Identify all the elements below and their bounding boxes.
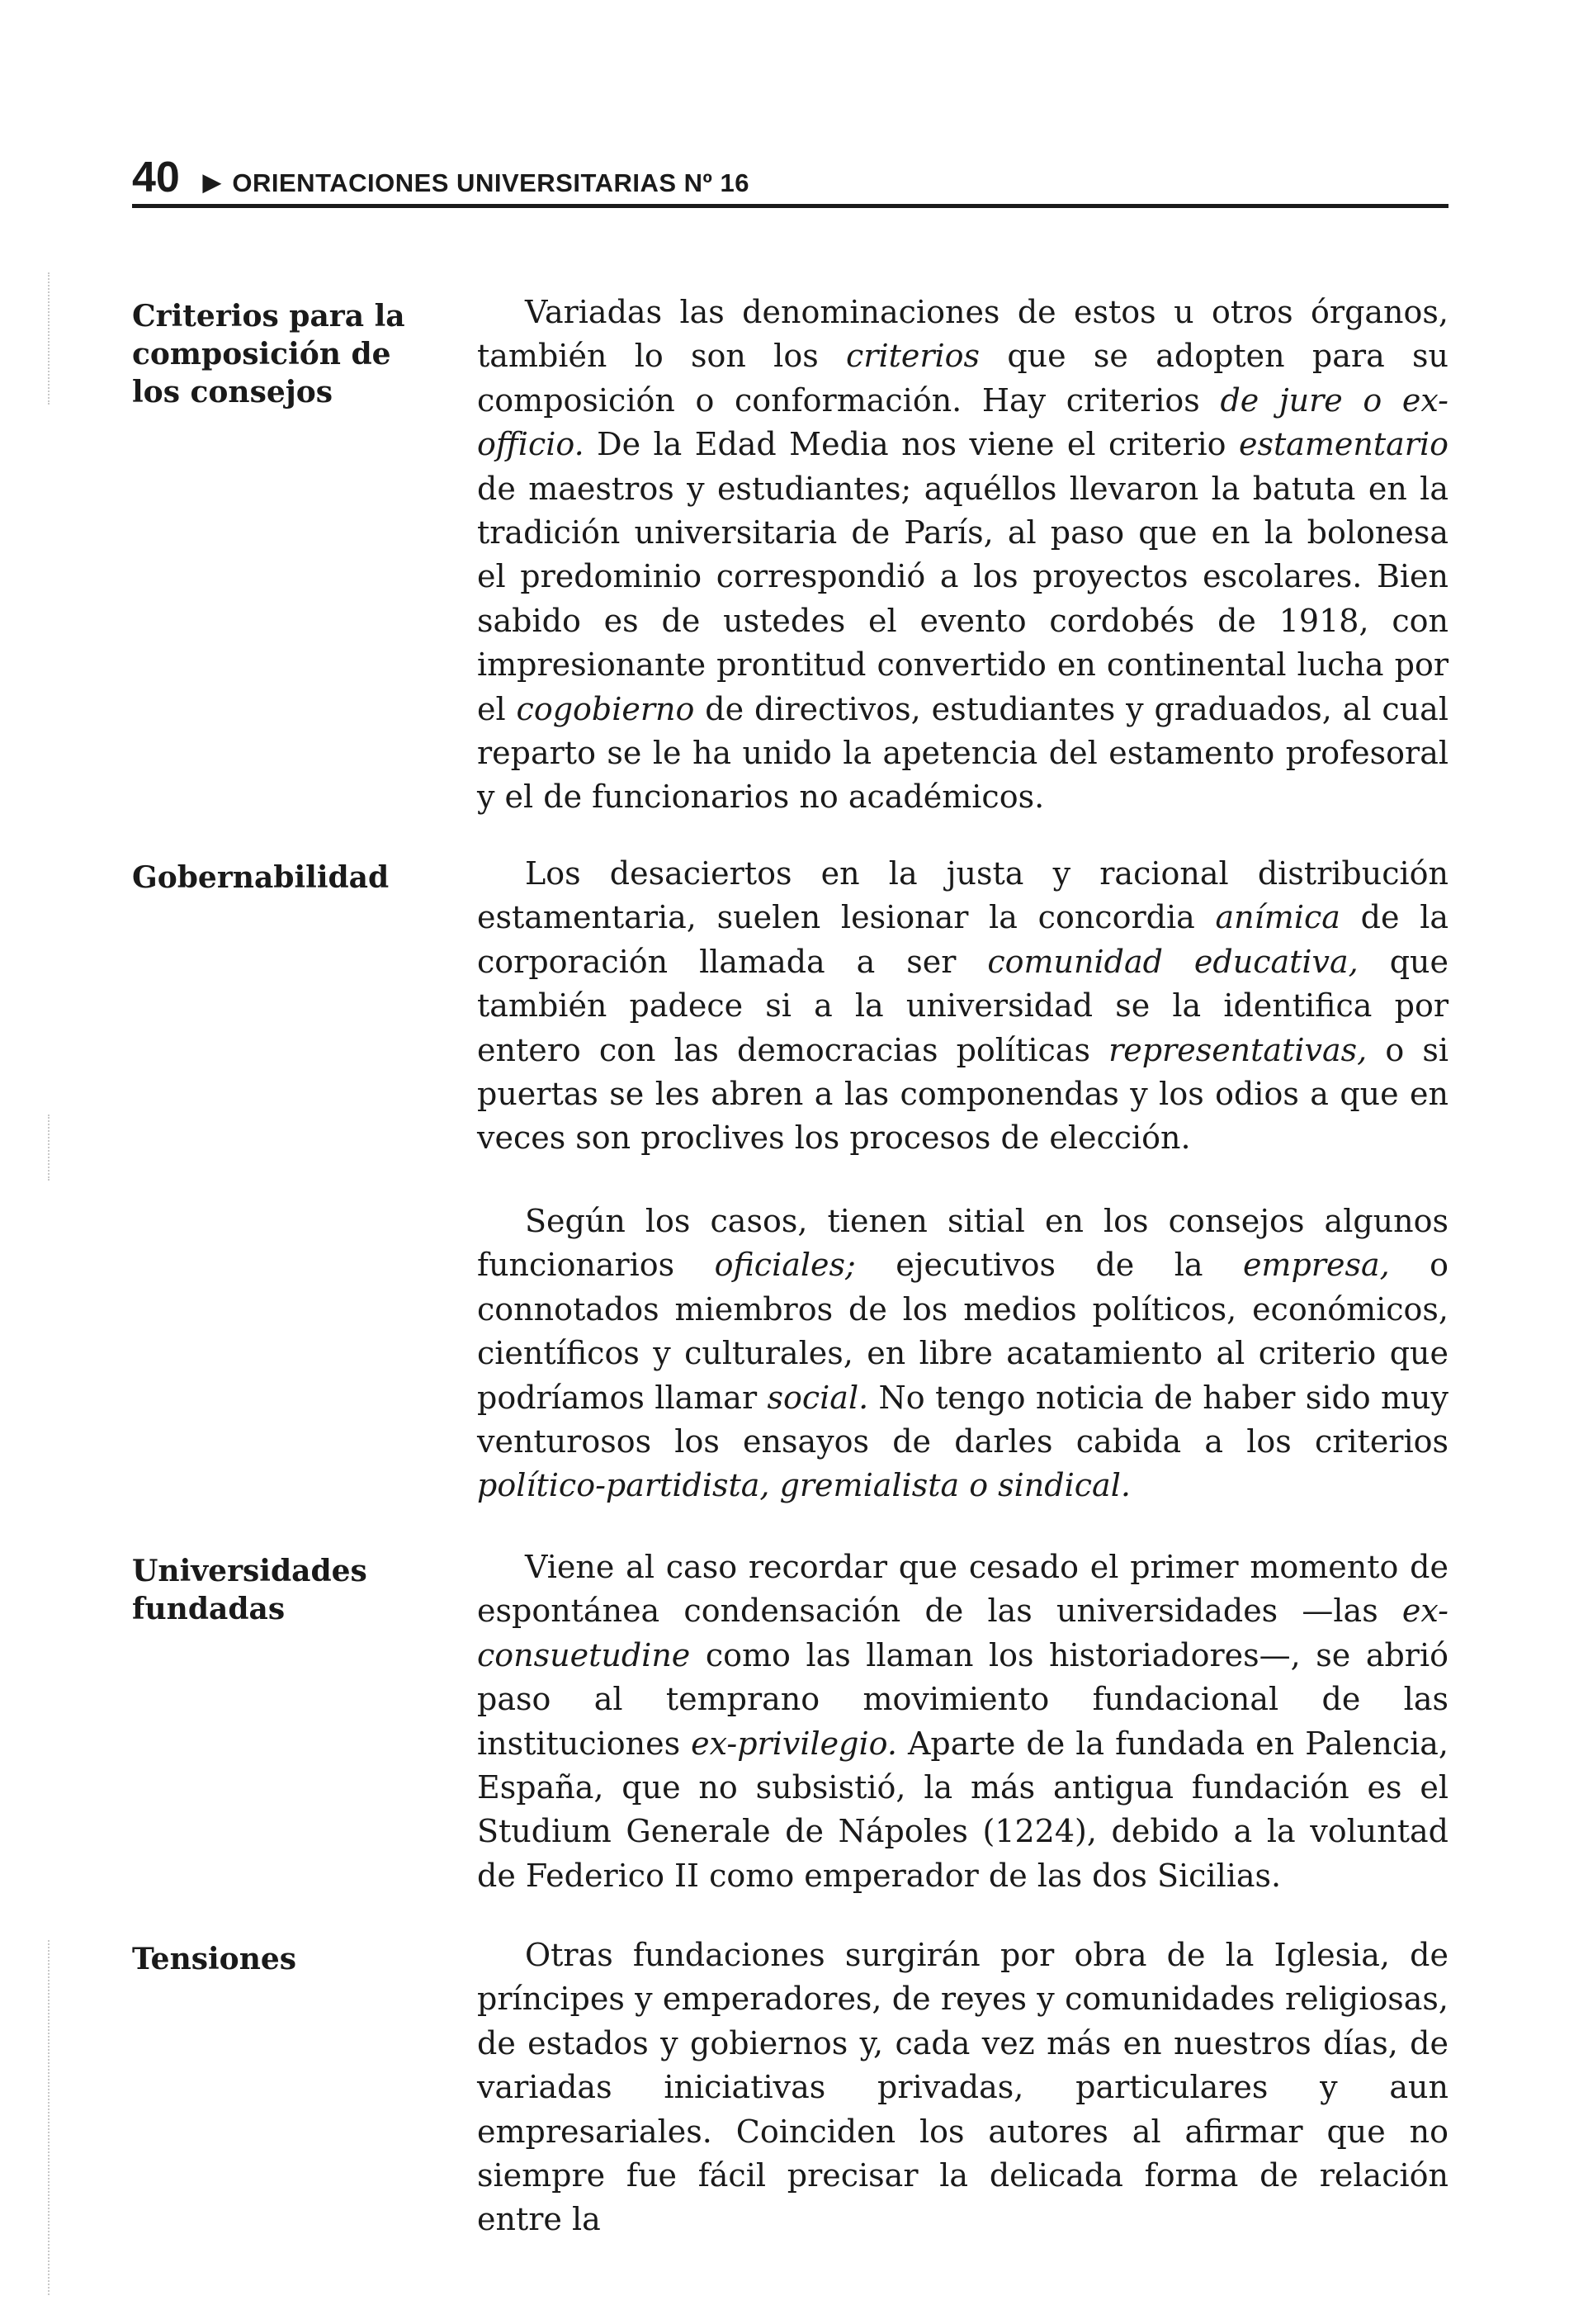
running-title: ORIENTACIONES UNIVERSITARIAS Nº 16 (232, 168, 749, 197)
italic-run: ex-privilegio. (691, 1725, 897, 1762)
italic-run: empresa, (1242, 1247, 1390, 1284)
text-run: de directivos, estudiantes y graduados, al cual reparto se le ha unido la apetencia del estamento profesoral y el de funcionarios no académicos. (477, 690, 1448, 816)
italic-run: ex-consuetudine (477, 1593, 1448, 1673)
margin-dots-bottom (48, 1940, 51, 2295)
italic-run: cogobierno (516, 690, 695, 727)
text-run: Los desaciertos en la justa y racional distribución estamentaria, suelen lesionar la concordia (477, 855, 1448, 936)
paragraph (477, 291, 1448, 820)
side-heading: Gobernabilidad (132, 860, 390, 895)
italic-run: social. (767, 1379, 869, 1416)
italic-run: oficiales; (714, 1247, 856, 1284)
italic-run: comunidad educativa, (987, 943, 1359, 980)
italic-run: estamentario (1238, 426, 1448, 463)
italic-run: criterios (846, 338, 981, 375)
text-run: de la corporación llamada a ser (477, 899, 1449, 980)
paragraph (477, 1934, 1448, 2242)
text-run: Viene al caso recordar que cesado el primer momento de espontánea condensación de las universidades —las (477, 1549, 1448, 1630)
margin-dots-top (48, 272, 51, 405)
paragraph (477, 1200, 1448, 1508)
italic-run: representativas, (1108, 1031, 1368, 1068)
text-run: Variadas las denominaciones de estos u otros órganos, también lo son los (477, 294, 1448, 375)
paragraph (477, 852, 1448, 1161)
page-header (132, 154, 1448, 208)
text-run: de maestros y estudiantes; aquéllos llevaron la batuta en la tradición universitaria de París, al paso que en la bolonesa el predominio correspondió a los proyectos escolares. Bien sabido es de ustedes el evento cordobés de 1918, con impresionante prontitud convertido en continental lucha por el (477, 470, 1448, 727)
text-run: No tengo noticia de haber sido muy venturosos los ensayos de darles cabida a los criterios (477, 1379, 1448, 1460)
text-run: o si puertas se les abren a las componendas y los odios a que en veces son proclives los procesos de elección. (477, 1031, 1448, 1157)
page-number: 40 (132, 154, 180, 201)
italic-run: de jure o ex-officio. (477, 381, 1448, 463)
side-heading: Criterios para la composición de los consejos (132, 299, 405, 409)
right-triangle-icon: ▶ (202, 169, 221, 195)
text-run: como las llaman los historiadores—, se abrió paso al temprano movimiento fundacional de las instituciones (477, 1636, 1448, 1762)
side-heading: Tensiones (132, 1942, 297, 1976)
italic-run: anímica (1215, 899, 1340, 936)
side-heading: Universidades fundadas (132, 1554, 367, 1626)
text-run: que se adopten para su composición o conformación. Hay criterios (477, 338, 1448, 419)
text-run: que también padece si a la universidad se la identifica por entero con las democracias políticas (477, 943, 1448, 1068)
text-run: o connotados miembros de los medios políticos, económicos, científicos y culturales, en libre acatamiento al criterio que podríamos llamar (477, 1247, 1448, 1416)
text-run: De la Edad Media nos viene el criterio (584, 426, 1239, 463)
text-run: Otras fundaciones surgirán por obra de la Iglesia, de príncipes y emperadores, de reyes y comunidades religiosas, de estados y gobiernos y, cada vez más en nuestros días, de variadas iniciativas privadas, particulares y aun empresariales. Coinciden los autores al afirmar que no siempre fue fácil precisar la delicada forma de relación entre la (477, 1937, 1448, 2238)
italic-run: político-partidista, gremialista o sindical. (477, 1467, 1131, 1504)
paragraph (477, 1545, 1448, 1898)
margin-dots-middle (48, 1115, 51, 1181)
text-run: Aparte de la fundada en Palencia, España, que no subsistió, la más antigua fundación es el Studium Generale de Nápoles (1224), debido a la voluntad de Federico II como emperador de las dos Sicilias. (477, 1725, 1448, 1894)
text-run: ejecutivos de la (855, 1247, 1243, 1284)
text-run: Según los casos, tienen sitial en los consejos algunos funcionarios (477, 1203, 1448, 1284)
